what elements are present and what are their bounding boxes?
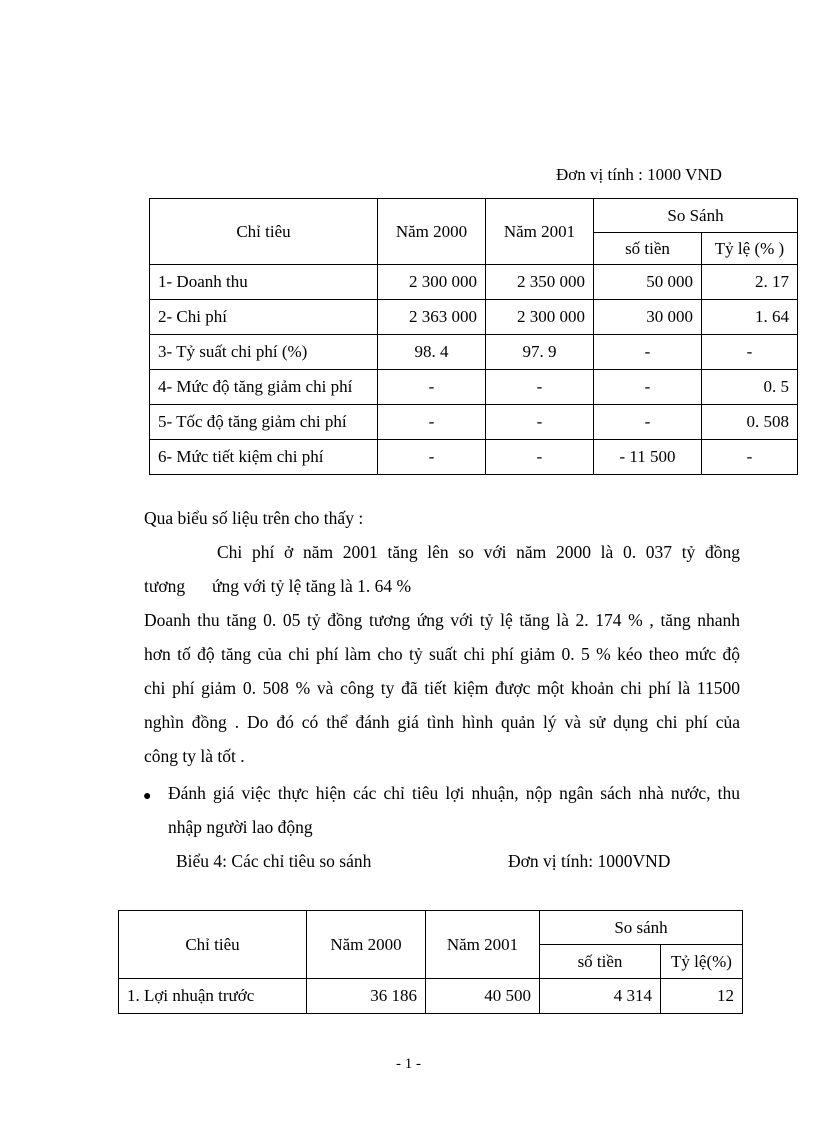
row-label: 1. Lợi nhuận trước (119, 979, 307, 1014)
cell-ratio: 12 (661, 979, 743, 1014)
row-label: 6- Mức tiết kiệm chi phí (150, 440, 378, 475)
paragraph-1-line-2b: ứng với tỷ lệ tăng là 1. 64 % (212, 576, 412, 596)
paragraph-2-line-2: hơn tố độ tăng của chi phí làm cho tỷ suất chi phí giảm 0. 5 % kéo theo mức độ (144, 644, 740, 664)
table2-unit: Đơn vị tính: 1000VND (508, 851, 671, 871)
table-row (150, 300, 798, 335)
cell-ratio: - (702, 440, 798, 475)
header-year-2000: Năm 2000 (307, 911, 426, 979)
header-indicator: Chỉ tiêu (119, 911, 307, 979)
cell-amount: - 11 500 (594, 440, 702, 475)
table-row (150, 335, 798, 370)
paragraph-2-line-4: nghìn đồng . Do đó có thể đánh giá tình hình quản lý và sử dụng chi phí của (144, 712, 740, 732)
cell-amount: 50 000 (594, 265, 702, 300)
cell-2001: - (486, 370, 594, 405)
cell-2000: 2 300 000 (378, 265, 486, 300)
header-compare: So Sánh (594, 199, 798, 233)
cell-2000: - (378, 405, 486, 440)
cost-table (149, 198, 798, 475)
cell-2000: 2 363 000 (378, 300, 486, 335)
cell-ratio: 1. 64 (702, 300, 798, 335)
row-label: 5- Tốc độ tăng giảm chi phí (150, 405, 378, 440)
cell-ratio: 2. 17 (702, 265, 798, 300)
cell-2000: 36 186 (307, 979, 426, 1014)
row-label: 3- Tỷ suất chi phí (%) (150, 335, 378, 370)
cell-amount: - (594, 335, 702, 370)
paragraph-1-line-2a: tương (144, 576, 186, 596)
header-compare: So sánh (540, 911, 743, 945)
cell-2001: 97. 9 (486, 335, 594, 370)
row-label: 1- Doanh thu (150, 265, 378, 300)
page-number: - 1 - (396, 1056, 421, 1072)
cell-2000: - (378, 440, 486, 475)
table-row (150, 440, 798, 475)
cell-ratio: 0. 508 (702, 405, 798, 440)
header-indicator: Chỉ tiêu (150, 199, 378, 265)
bullet-text-line-1: Đánh giá việc thực hiện các chỉ tiêu lợi nhuận, nộp ngân sách nhà nước, thu (168, 783, 740, 803)
bullet-text-line-2: nhập người lao động (168, 817, 313, 837)
header-year-2001: Năm 2001 (426, 911, 540, 979)
cell-2001: - (486, 405, 594, 440)
cell-amount: - (594, 370, 702, 405)
cell-ratio: - (702, 335, 798, 370)
paragraph-2-line-3: chi phí giảm 0. 508 % và công ty đã tiết kiệm được một khoản chi phí là 11500 (144, 678, 740, 698)
cell-2001: 2 300 000 (486, 300, 594, 335)
comparison-table (118, 910, 743, 1014)
cell-ratio: 0. 5 (702, 370, 798, 405)
header-year-2001: Năm 2001 (486, 199, 594, 265)
cell-2001: - (486, 440, 594, 475)
table-row (150, 405, 798, 440)
bullet-icon: ● (143, 789, 152, 804)
cell-2001: 40 500 (426, 979, 540, 1014)
table-row (150, 370, 798, 405)
header-ratio: Tỷ lệ(%) (661, 945, 743, 979)
paragraph-2-line-1: Doanh thu tăng 0. 05 tỷ đồng tương ứng với tỷ lệ tăng là 2. 174 % , tăng nhanh (144, 610, 740, 630)
table2-caption: Biểu 4: Các chỉ tiêu so sánh (176, 851, 372, 871)
table-row (119, 979, 743, 1014)
intro-text: Qua biểu số liệu trên cho thấy : (144, 508, 364, 528)
cell-2000: - (378, 370, 486, 405)
paragraph-2-line-5: công ty là tốt . (144, 746, 245, 766)
header-ratio: Tỷ lệ (% ) (702, 233, 798, 265)
cell-amount: 30 000 (594, 300, 702, 335)
cell-amount: - (594, 405, 702, 440)
row-label: 4- Mức độ tăng giảm chi phí (150, 370, 378, 405)
header-amount: số tiền (594, 233, 702, 265)
row-label: 2- Chi phí (150, 300, 378, 335)
paragraph-1-line-1: Chi phí ở năm 2001 tăng lên so với năm 2000 là 0. 037 tỷ đồng (217, 542, 740, 562)
cell-2000: 98. 4 (378, 335, 486, 370)
table-row (150, 265, 798, 300)
cell-amount: 4 314 (540, 979, 661, 1014)
header-year-2000: Năm 2000 (378, 199, 486, 265)
cell-2001: 2 350 000 (486, 265, 594, 300)
unit-label: Đơn vị tính : 1000 VND (556, 165, 722, 184)
header-amount: số tiền (540, 945, 661, 979)
